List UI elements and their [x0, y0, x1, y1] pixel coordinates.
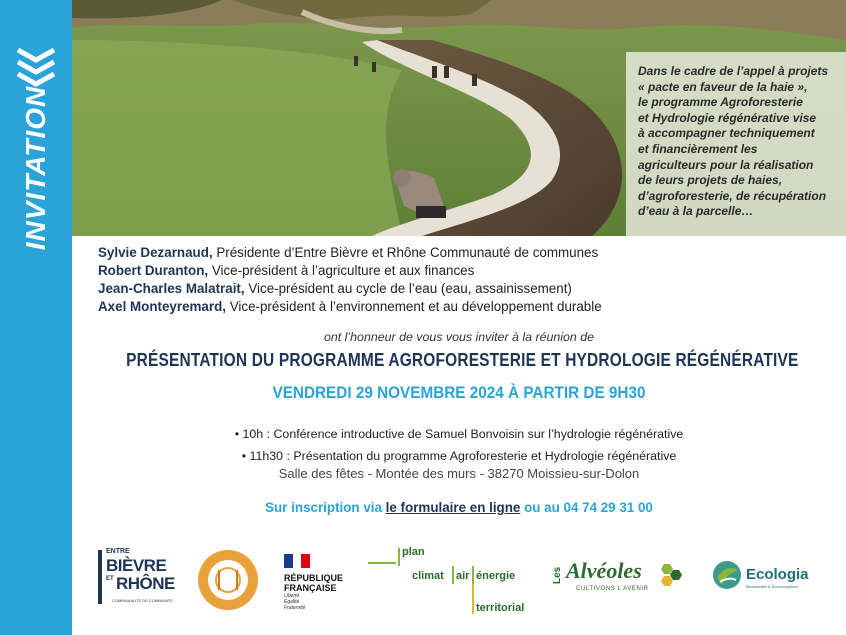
rf-line2: FRANÇAISE	[284, 583, 337, 593]
quote-line: « pacte en faveur de la haie »,	[638, 79, 808, 94]
ecologia-sub: Biodiversité & Écoconception	[746, 584, 798, 589]
registration-phone: ou au 04 74 29 31 00	[520, 500, 653, 515]
event-date: VENDREDI 29 NOVEMBRE 2024 À PARTIR DE 9H30	[272, 383, 646, 402]
pcaet-w5: territorial	[476, 602, 525, 614]
ebr-line3: ET	[106, 576, 114, 582]
quote-line: agriculteurs pour la réalisation	[638, 157, 814, 172]
alveoles-sub: CULTIVONS L’AVENIR	[576, 586, 649, 592]
invite-text: ont l’honneur de vous vous inviter à la réunion de	[323, 330, 595, 344]
invitation-label: INVITATION	[20, 85, 51, 251]
ecologia-name: Ecologia	[746, 566, 809, 583]
pcaet-w3: air	[456, 570, 470, 582]
pcaet-w2: climat	[412, 570, 444, 582]
quote-line: Dans le cadre de l’appel à projets	[638, 64, 829, 78]
host-role: Présidente d’Entre Bièvre et Rhône Communauté de communes	[212, 245, 599, 260]
host-role: Vice-président à l’agriculture et aux finances	[208, 263, 475, 278]
logo-projet-alimentaire-territorial	[196, 548, 260, 612]
host-name: Sylvie Dezarnaud,	[98, 245, 213, 260]
event-program	[72, 423, 846, 467]
host-row	[98, 298, 602, 316]
alveoles-les: Les	[552, 566, 563, 584]
rf-motto3: Fraternité	[284, 605, 306, 611]
pat-seal-icon	[196, 548, 260, 612]
host-row	[98, 244, 602, 262]
hosts-list	[98, 244, 602, 316]
registration-form-link[interactable]: le formulaire en ligne	[385, 500, 521, 515]
alveoles-name: Alvéoles	[566, 558, 642, 583]
partner-logos	[72, 540, 846, 620]
host-name: Jean-Charles Malatrait,	[98, 281, 245, 296]
hexagon-cluster-icon	[656, 562, 684, 588]
rf-motto2: Égalité	[284, 599, 300, 605]
ebr-line4: RHÔNE	[116, 574, 175, 593]
host-name: Robert Duranton,	[98, 263, 209, 278]
ebr-sub: COMMUNAUTÉ DE COMMUNES	[112, 598, 173, 603]
host-role: Vice-président au cycle de l’eau (eau, assainissement)	[244, 281, 572, 296]
logo-les-alveoles	[552, 556, 692, 600]
program-item: • 11h30 : Présentation du programme Agroforesterie et Hydrologie régénérative	[241, 449, 677, 463]
logo-plan-climat-air-energie-territorial	[368, 544, 525, 620]
rf-line1: RÉPUBLIQUE	[284, 573, 344, 583]
ebr-line1: ENTRE	[106, 548, 130, 555]
host-name: Axel Monteyremard,	[98, 299, 226, 314]
pcaet-w4: énergie	[476, 570, 516, 582]
rf-motto1: Liberté	[284, 593, 300, 599]
event-title: PRÉSENTATION DU PROGRAMME AGROFORESTERIE ET HYDROLOGIE RÉGÉNÉRATIVE	[126, 350, 799, 370]
program-description-box	[626, 52, 846, 236]
invitation-sidebar	[0, 0, 72, 635]
quote-line: à accompagner techniquement	[638, 126, 815, 141]
quote-line: d’agroforesterie, de récupération	[638, 188, 827, 203]
ebr-line2: BIÈVRE	[106, 556, 167, 575]
host-row	[98, 280, 602, 298]
logo-entre-bievre-rhone	[98, 546, 174, 612]
quote-line: de leurs projets de haies,	[638, 173, 783, 188]
logo-republique-francaise	[284, 554, 354, 610]
pcaet-w1: plan	[402, 546, 425, 558]
quote-line: et financièrement les	[638, 141, 758, 156]
quote-line: le programme Agroforesterie	[638, 95, 803, 110]
event-venue: Salle des fêtes - Montée des murs - 38270 Moissieu-sur-Dolon	[278, 466, 640, 481]
program-item: • 10h : Conférence introductive de Samuel Bonvoisin sur l’hydrologie régénérative	[234, 427, 684, 441]
host-role: Vice-président à l’environnement et au développement durable	[226, 299, 602, 314]
logo-ecologia	[712, 560, 822, 596]
registration-prefix: Sur inscription via	[265, 500, 386, 515]
quote-line: et Hydrologie régénérative vise	[638, 110, 817, 125]
quote-line: d’eau à la parcelle…	[638, 204, 754, 219]
marianne-flag-icon	[284, 554, 310, 568]
globe-leaf-icon	[712, 560, 742, 590]
host-row	[98, 262, 602, 280]
registration-line	[72, 500, 846, 515]
